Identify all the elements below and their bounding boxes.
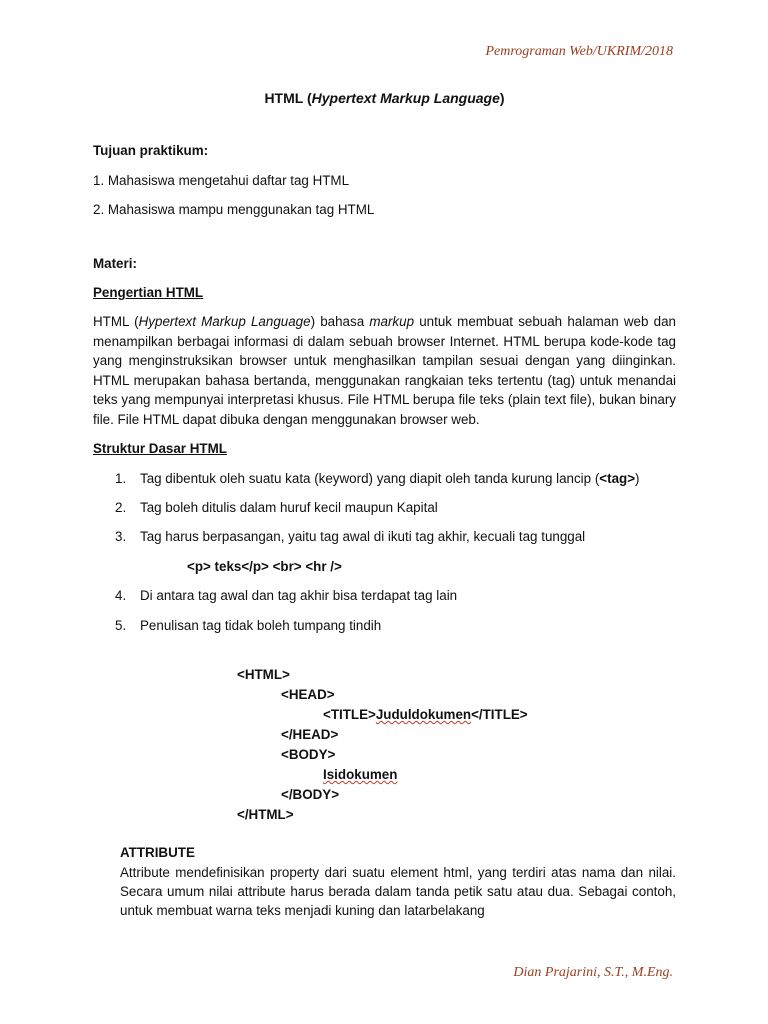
code-token: <TITLE> <box>323 707 376 723</box>
html-code-example <box>237 665 537 825</box>
attribute-paragraph: Attribute mendefinisikan property dari suatu element html, yang terdiri atas nama dan nilai. Secara umum nilai attribute harus berada dalam tanda petik satu atau dua. Sebagai contoh, untuk membuat warna teks menjadi kuning dan latarbelakang <box>120 864 676 919</box>
list-item <box>93 498 676 517</box>
struktur-list <box>93 469 676 547</box>
list-item <box>93 527 676 546</box>
code-line: <HEAD> <box>281 687 335 703</box>
code-line: </HTML> <box>237 807 294 823</box>
pengertian-paragraph <box>93 312 676 429</box>
attribute-heading: ATTRIBUTE <box>120 845 195 861</box>
pengertian-italic-1: Hypertext Markup Language <box>138 314 311 330</box>
list-bold-tag: <tag> <box>599 470 636 486</box>
title-suffix: ) <box>499 90 505 106</box>
title-italic: Hypertext Markup Language <box>311 90 500 106</box>
code-line <box>237 705 537 725</box>
list-item <box>93 469 676 488</box>
list-text-after: ) <box>635 470 640 486</box>
code-line: </HEAD> <box>281 727 339 743</box>
code-token: Juduldokumen <box>375 707 472 723</box>
tujuan-item-2: 2. Mahasiswa mampu menggunakan tag HTML <box>93 202 375 218</box>
page-content <box>93 88 676 921</box>
list-text: Di antara tag awal dan tag akhir bisa terdapat tag lain <box>140 588 458 604</box>
tujuan-item-1: 1. Mahasiswa mengetahui daftar tag HTML <box>93 172 350 188</box>
list-number: 5. <box>115 617 127 633</box>
code-line: <HTML> <box>237 667 290 683</box>
code-line <box>237 765 537 785</box>
struktur-heading: Struktur Dasar HTML <box>93 441 227 457</box>
header-course: Pemrograman Web/UKRIM/2018 <box>485 44 673 59</box>
code-line: <BODY> <box>281 747 336 763</box>
code-token: </TITLE> <box>471 707 528 723</box>
list-number: 1. <box>115 470 127 486</box>
list-text: Tag boleh ditulis dalam huruf kecil maupun Kapital <box>140 499 438 515</box>
pengertian-text-3: untuk membuat sebuah halaman web dan menampilkan berbagai informasi di dalam sebuah browser Internet. HTML berupa kode-kode tag yang menginstruksikan browser untuk menghasilkan tampilan sesuai dengan yang diinginkan. HTML merupakan bahasa bertanda, menggunakan rangkaian teks tertentu (tag) untuk menandai teks yang mempunyai interpretasi khusus. File HTML berupa file teks (plain text file), bukan binary file. File HTML dapat dibuka dengan menggunakan browser web. <box>93 314 676 427</box>
list-number: 4. <box>115 588 127 604</box>
list-number: 3. <box>115 529 127 545</box>
list-item <box>93 616 676 635</box>
tujuan-heading: Tujuan praktikum: <box>93 143 209 159</box>
code-line: </BODY> <box>281 787 340 803</box>
list-number: 2. <box>115 499 127 515</box>
footer-author: Dian Prajarini, S.T., M.Eng. <box>513 965 673 980</box>
list-text: Tag harus berpasangan, yaitu tag awal di ikuti tag akhir, kecuali tag tunggal <box>140 529 586 545</box>
list-text: Tag dibentuk oleh suatu kata (keyword) yang diapit oleh tanda kurung lancip ( <box>140 470 600 486</box>
pengertian-text-1: HTML ( <box>93 314 139 330</box>
attribute-section <box>120 843 676 921</box>
pengertian-text-2: ) bahasa <box>310 314 370 330</box>
struktur-list-continued <box>93 586 676 635</box>
list-text: Penulisan tag tidak boleh tumpang tindih <box>140 617 382 633</box>
title-prefix: HTML ( <box>264 90 312 106</box>
pengertian-italic-2: markup <box>369 314 415 330</box>
page-title <box>93 88 676 108</box>
list-item <box>93 586 676 605</box>
pengertian-heading: Pengertian HTML <box>93 285 204 301</box>
code-token: Isidokumen <box>323 767 398 783</box>
tag-example: <p> teks</p> <br> <hr /> <box>187 558 342 574</box>
materi-heading: Materi: <box>93 255 137 271</box>
